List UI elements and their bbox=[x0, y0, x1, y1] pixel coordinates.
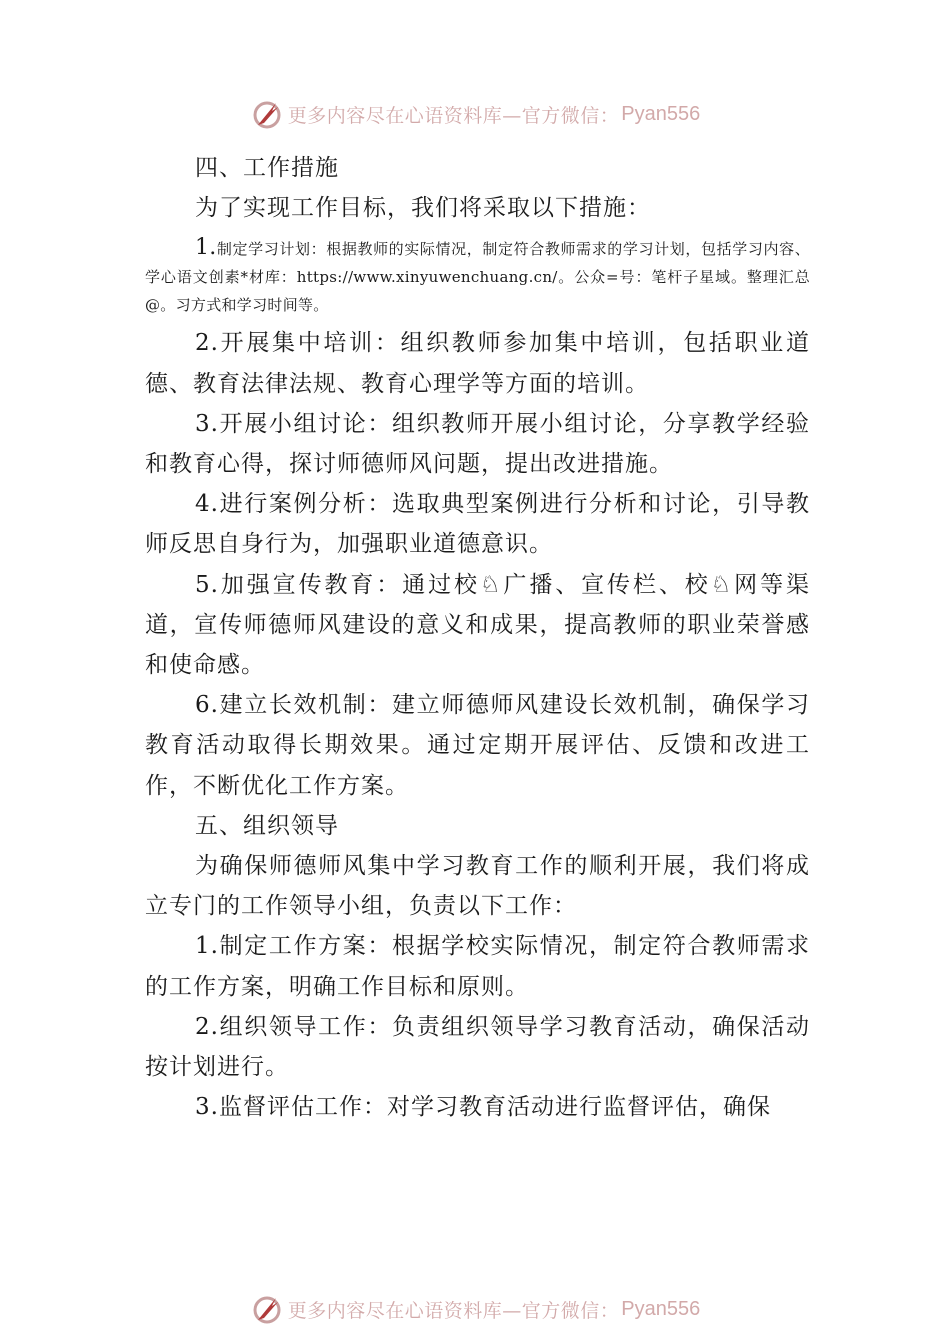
paragraph-item-3: 3.开展小组讨论：组织教师开展小组讨论，分享教学经验和教育心得，探讨师德师风问题，提出改进措施。 bbox=[145, 410, 810, 478]
item-number: 1. bbox=[195, 235, 217, 261]
paragraph-intro: 为了实现工作目标，我们将采取以下措施： bbox=[195, 195, 651, 222]
section-heading-4: 四、工作措施 bbox=[195, 155, 339, 181]
section-heading-5: 五、组织领导 bbox=[195, 812, 339, 839]
paragraph-lead-2: 2.组织领导工作：负责组织领导学习教育活动，确保活动按计划进行。 bbox=[145, 1013, 810, 1081]
quill-logo-icon bbox=[250, 97, 284, 131]
item-text: 制定学习计划：根据教师的实际情况，制定符合教师需求的学习计划，包括学习内容、学心语文创素*材库：https://www.xinyuwenchuang.cn/。公众=号：笔杆子星域。整理汇总@。习方式和学习时间等。 bbox=[145, 240, 810, 315]
paragraph-intro-2: 为确保师德师风集中学习教育工作的顺利开展，我们将成立专门的工作领导小组，负责以下工作： bbox=[145, 853, 810, 920]
watermark-text: 更多内容尽在心语资料库—官方微信： bbox=[287, 104, 620, 127]
watermark-handle: Pyan556 bbox=[621, 1297, 701, 1320]
header-watermark bbox=[0, 92, 950, 136]
paragraph-lead-1: 1.制定工作方案：根据学校实际情况，制定符合教师需求的工作方案，明确工作目标和原则。 bbox=[145, 933, 810, 1000]
quill-logo-icon bbox=[250, 1292, 284, 1326]
paragraph-item-1 bbox=[145, 228, 810, 323]
watermark-handle: Pyan556 bbox=[621, 102, 701, 125]
paragraph-item-5: 5.加强宣传教育：通过校♘广播、宣传栏、校♘网等渠道，宣传师德师风建设的意义和成果，提高教师的职业荣誉感和使命感。 bbox=[145, 571, 810, 679]
paragraph-item-2: 2.开展集中培训：组织教师参加集中培训，包括职业道德、教育法律法规、教育心理学等方面的培训。 bbox=[145, 330, 810, 397]
footer-watermark bbox=[0, 1287, 950, 1331]
paragraph-item-4: 4.进行案例分析：选取典型案例进行分析和讨论，引导教师反思自身行为，加强职业道德意识。 bbox=[145, 491, 810, 558]
paragraph-lead-3: 3.监督评估工作：对学习教育活动进行监督评估，确保 bbox=[195, 1094, 771, 1121]
paragraph-item-6: 6.建立长效机制：建立师德师风建设长效机制，确保学习教育活动取得长期效果。通过定期开展评估、反馈和改进工作，不断优化工作方案。 bbox=[145, 692, 810, 799]
document-body bbox=[145, 148, 810, 1127]
watermark-text: 更多内容尽在心语资料库—官方微信： bbox=[287, 1299, 620, 1322]
